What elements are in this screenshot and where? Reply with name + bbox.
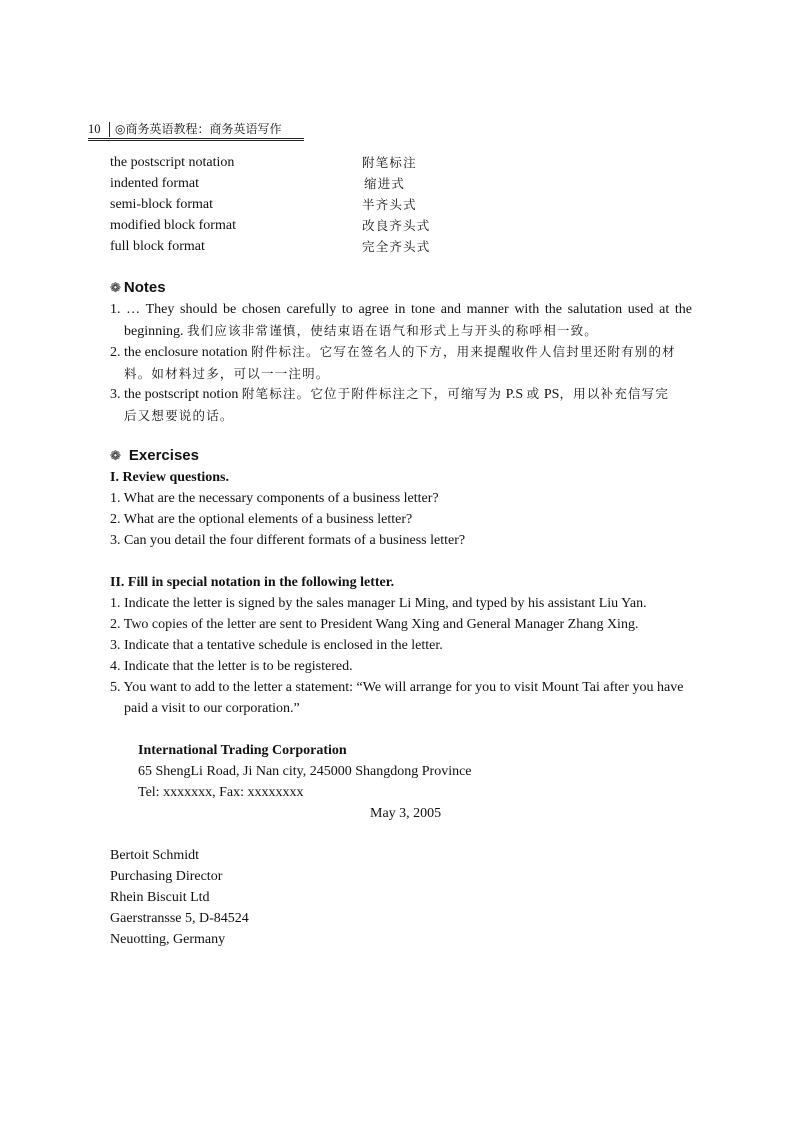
recipient-line: Bertoit Schmidt <box>110 848 200 863</box>
term-en: the postscript notation <box>110 155 235 170</box>
part1-title: I. Review questions. <box>110 470 230 485</box>
term-cn: 完全齐头式 <box>362 239 431 254</box>
task-item: 3. Indicate that a tentative schedule is enclosed in the letter. <box>110 638 443 653</box>
task-item: 4. Indicate that the letter is to be registered. <box>110 659 353 674</box>
term-en: semi-block format <box>110 197 214 212</box>
notes-heading: ❁ Notes <box>110 279 166 296</box>
exercises-heading: ❁ Exercises <box>110 447 199 464</box>
letterhead-contact: Tel: xxxxxxx, Fax: xxxxxxxx <box>138 785 304 800</box>
recipient-line: Gaerstransse 5, D-84524 <box>110 911 249 926</box>
task-item: 5. You want to add to the letter a statement: “We will arrange for you to visit Mount Tai after you have <box>110 680 684 695</box>
header-divider <box>109 122 110 137</box>
term-cn: 附笔标注 <box>362 155 417 170</box>
task-item: 1. Indicate the letter is signed by the sales manager Li Ming, and typed by his assistant Liu Yan. <box>110 596 647 611</box>
recipient-line: Neuotting, Germany <box>110 932 226 947</box>
note-item: 3. the postscript notion 附笔标注。它位于附件标注之下，可缩写为 P.S 或 PS，用以补充信写完 后又想要说的话。 <box>110 386 670 423</box>
term-cn: 半齐头式 <box>362 197 417 212</box>
header-rule <box>88 140 304 141</box>
part2-title: II. Fill in special notation in the following letter. <box>110 575 395 590</box>
note-item: 2. the enclosure notation 附件标注。它写在签名人的下方，用来提醒收件人信封里还附有别的材 料。如材料过多，可以一一注明。 <box>110 344 676 381</box>
term-en: full block format <box>110 239 205 254</box>
term-cn: 改良齐头式 <box>362 218 431 233</box>
task-item-continuation: paid a visit to our corporation.” <box>124 701 300 716</box>
question-item: 2. What are the optional elements of a business letter? <box>110 512 413 527</box>
letter-date: May 3, 2005 <box>370 806 442 821</box>
letterhead-company: International Trading Corporation <box>138 743 347 758</box>
question-item: 3. Can you detail the four different formats of a business letter? <box>110 533 466 548</box>
header-rule <box>88 138 304 139</box>
task-item: 2. Two copies of the letter are sent to President Wang Xing and General Manager Zhang Xing. <box>110 617 639 632</box>
term-en: indented format <box>110 176 200 191</box>
recipient-line: Purchasing Director <box>110 869 223 884</box>
running-header <box>88 120 304 138</box>
flower-icon: ❁ <box>110 281 121 296</box>
book-title: ◎商务英语教程：商务英语写作 <box>115 122 282 136</box>
flower-icon: ❁ <box>110 449 121 464</box>
term-cn: 缩进式 <box>364 176 406 191</box>
note-item: 1. … They should be chosen carefully to agree in tone and manner with the salutation used at the beginning. 我们应该非常谨慎，使结束语在语气和形式上与开头的称呼相一致。 <box>110 302 692 339</box>
term-en: modified block format <box>110 218 236 233</box>
letterhead-address: 65 ShengLi Road, Ji Nan city, 245000 Shangdong Province <box>138 764 472 779</box>
question-item: 1. What are the necessary components of a business letter? <box>110 491 439 506</box>
recipient-line: Rhein Biscuit Ltd <box>110 890 210 905</box>
page-number: 10 <box>88 122 101 136</box>
